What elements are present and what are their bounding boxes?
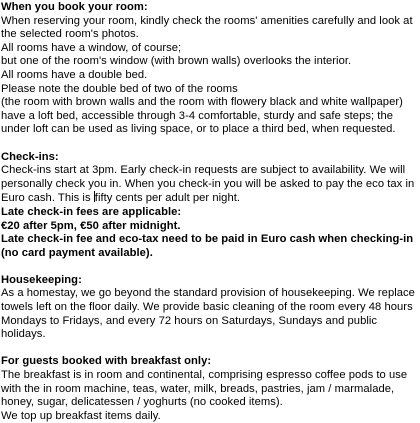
paragraph-gap xyxy=(1,342,417,356)
housekeeping-heading: Housekeeping: xyxy=(1,273,82,286)
housekeeping-body-text: As a homestay, we go beyond the standard provision of housekeeping. We replace towels left on the floor daily. We provide basic cleaning of the room every 48 hours Mondays to Fridays, and every 72 hours on Saturdays, Sundays and public holidays. xyxy=(1,287,415,341)
breakfast-body-text: The breakfast is in room and continental, comprising espresso coffee pods to use with the in room machine, teas, water, milk, breads, pastries, jam / marmalade, honey, sugar, delicatessen / yoghurts (no cooked items). xyxy=(1,369,408,409)
booking-heading: When you book your room: xyxy=(1,1,148,13)
windows-text-1: All rooms have a window, of course; xyxy=(1,41,182,54)
checkins-body-part-1: Check-ins start at 3pm. Early check-in requests are subject to availability. We will personally check you in. When you check-in you will be asked to pay the eco tax in Euro cash. This is xyxy=(1,164,415,205)
breakfast-section xyxy=(1,355,417,423)
loft-note-text: Please note the double bed of two of the rooms xyxy=(1,82,238,95)
payment-note-text: Late check-in fee and eco-tax need to be paid in Euro cash when checking-in (no card payment available). xyxy=(1,233,414,259)
breakfast-heading: For guests booked with breakfast only: xyxy=(1,355,212,368)
checkins-body-text[interactable] xyxy=(1,164,417,206)
booking-intro-text: When reserving your room, kindly check the rooms' amenities carefully and look at the selected room's photos. xyxy=(1,14,413,41)
fee-amounts-text: €20 after 5pm, €50 after midnight. xyxy=(1,219,181,232)
housekeeping-section xyxy=(1,274,417,342)
paragraph-gap xyxy=(1,137,417,151)
double-bed-text: All rooms have a double bed. xyxy=(1,68,148,81)
breakfast-top-up-text: We top up breakfast items daily. xyxy=(1,409,161,422)
checkins-heading: Check-ins: xyxy=(1,150,59,163)
windows-text-2: but one of the room's window (with brown walls) overlooks the interior. xyxy=(1,55,352,68)
booking-section xyxy=(1,1,417,137)
loft-detail-text: (the room with brown walls and the room with flowery black and white wallpaper) have a loft bed, accessible through 3-4 comfortable, sturdy and safe steps; the under loft can be used as living space, or to place a third bed, when requested. xyxy=(1,96,403,136)
late-fees-text: Late check-in fees are applicable: xyxy=(1,205,182,218)
paragraph-gap xyxy=(1,260,417,274)
checkins-body-part-2: fifty cents per adult per night. xyxy=(94,192,241,205)
checkins-section xyxy=(1,151,417,261)
house-rules-document xyxy=(1,1,417,423)
